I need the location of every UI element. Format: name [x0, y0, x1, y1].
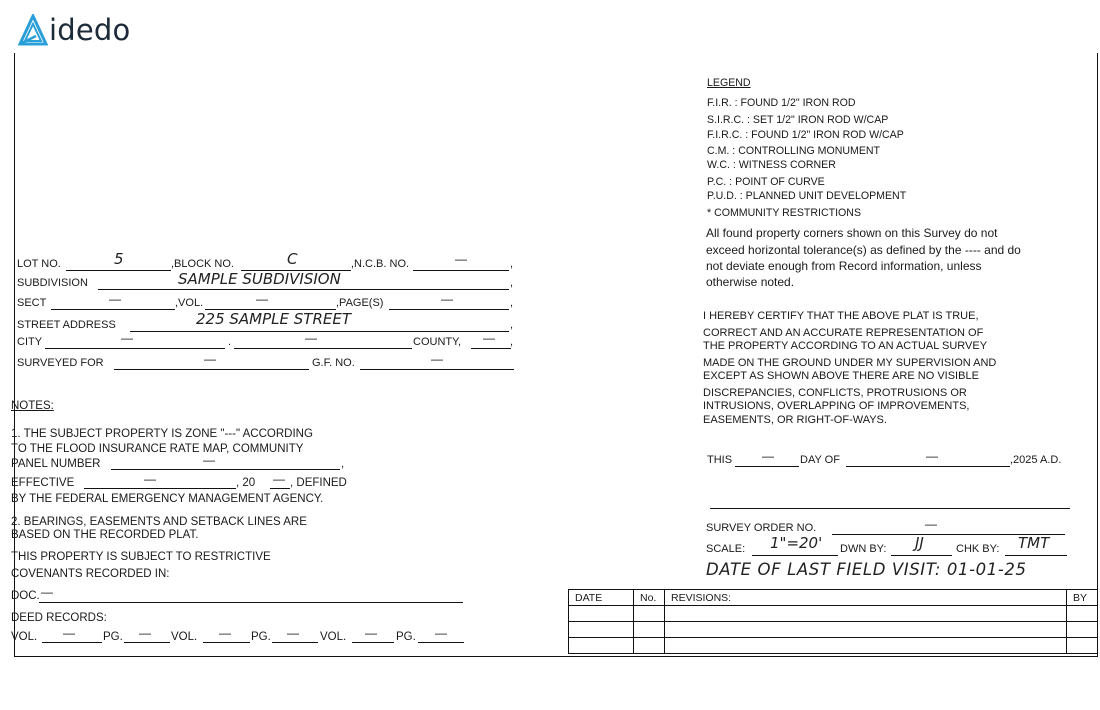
order-value: — — [925, 517, 937, 531]
signature-line — [710, 508, 1070, 509]
month-value: — — [926, 449, 938, 463]
day-value: — — [762, 449, 774, 463]
date-header: DATE — [569, 590, 634, 606]
table-row — [569, 606, 1098, 622]
doc-label: DOC. — [11, 590, 40, 602]
note2-line2: BASED ON THE RECORDED PLAT. — [11, 529, 199, 541]
deed-vol-value-2: — — [219, 626, 231, 640]
lot-label: LOT NO. — [17, 258, 61, 270]
cert-line: EASEMENTS, OR RIGHT-OF-WAYS. — [703, 414, 887, 426]
deed-pg-label-2: PG. — [251, 631, 271, 643]
gf-label: G.F. NO. — [312, 357, 355, 369]
revisions-header: REVISIONS: — [665, 590, 1067, 606]
day-of-label: DAY OF — [800, 454, 840, 466]
deed-vol-value-3: — — [365, 626, 377, 640]
brand-logo — [18, 10, 130, 50]
county-label: COUNTY, — [413, 336, 462, 348]
deed-vol-label-3: VOL. — [320, 631, 347, 643]
tolerance-line: not deviate enough from Record information, unless — [706, 259, 982, 273]
ncb-value: — — [455, 252, 467, 266]
year-value: — — [273, 472, 285, 486]
note1-line5: BY THE FEDERAL EMERGENCY MANAGEMENT AGENCY. — [11, 493, 324, 505]
gf-value: — — [431, 352, 443, 366]
street-value: 225 SAMPLE STREET — [196, 310, 351, 328]
ncb-label: ,N.C.B. NO. — [351, 258, 410, 270]
county-value: — — [483, 331, 495, 345]
pages-value: — — [441, 292, 453, 306]
table-row — [569, 622, 1098, 638]
this-label: THIS — [707, 454, 733, 466]
aidedo-logo-icon — [18, 14, 48, 46]
effective-value: — — [144, 472, 156, 486]
block-value: C — [287, 250, 298, 268]
subdivision-label: SUBDIVISION — [17, 277, 88, 289]
city-value: — — [121, 331, 133, 345]
lot-value: 5 — [114, 250, 124, 268]
last-field-visit: DATE OF LAST FIELD VISIT: 01-01-25 — [706, 560, 1027, 579]
cert-line: INTRUSIONS, OVERLAPPING OF IMPROVEMENTS, — [703, 400, 970, 412]
notes-heading: NOTES: — [11, 400, 54, 412]
dwn-value: JJ — [915, 534, 924, 552]
year-label: , 20 — [236, 477, 256, 489]
tolerance-line: exceed horizontal tolerance(s) as defined by the ---- and do — [706, 243, 1021, 257]
note1-line2: TO THE FLOOD INSURANCE RATE MAP, COMMUNITY — [11, 443, 304, 455]
cert-line: CORRECT AND AN ACCURATE REPRESENTATION OF — [703, 327, 984, 339]
legend-item: F.I.R.C. : FOUND 1/2" IRON ROD W/CAP — [707, 129, 904, 141]
surveyed-for-label: SURVEYED FOR — [17, 357, 104, 369]
comma: , — [510, 297, 514, 309]
subdivision-value: SAMPLE SUBDIVISION — [178, 270, 341, 288]
year-label: ,2025 A.D. — [1010, 454, 1062, 466]
note3-line1: THIS PROPERTY IS SUBJECT TO RESTRICTIVE — [11, 551, 271, 563]
dwn-label: DWN BY: — [840, 543, 887, 555]
tolerance-line: otherwise noted. — [706, 275, 795, 289]
order-label: SURVEY ORDER NO. — [706, 522, 817, 534]
doc-value: — — [41, 585, 53, 599]
comma: , — [510, 277, 514, 289]
effective-label: EFFECTIVE — [11, 477, 75, 489]
cert-line: MADE ON THE GROUND UNDER MY SUPERVISION AND — [703, 357, 997, 369]
deed-label: DEED RECORDS: — [11, 612, 107, 624]
deed-vol-value-1: — — [63, 626, 75, 640]
table-row — [569, 638, 1098, 654]
city-label: CITY — [17, 336, 43, 348]
legend-item: F.I.R. : FOUND 1/2" IRON ROD — [707, 97, 856, 109]
city-mid-value: — — [305, 331, 317, 345]
legend-heading: LEGEND — [707, 77, 751, 89]
vol-value: — — [256, 292, 268, 306]
deed-pg-label-1: PG. — [103, 631, 123, 643]
comma: , — [341, 458, 345, 470]
block-label: ,BLOCK NO. — [171, 258, 234, 270]
deed-pg-value-3: — — [435, 626, 447, 640]
scale-value: 1"=20' — [770, 534, 823, 552]
defined-label: , DEFINED — [290, 477, 347, 489]
sect-value: — — [109, 292, 121, 306]
panel-label: PANEL NUMBER — [11, 458, 101, 470]
cert-line: DISCREPANCIES, CONFLICTS, PROTRUSIONS OR — [703, 387, 967, 399]
deed-pg-value-2: — — [287, 626, 299, 640]
revisions-table — [568, 589, 1098, 654]
pages-label: ,PAGE(S) — [336, 297, 384, 309]
chk-label: CHK BY: — [956, 543, 1000, 555]
legend-item: P.C. : POINT OF CURVE — [707, 176, 825, 188]
street-label: STREET ADDRESS — [17, 319, 116, 331]
legend-item: W.C. : WITNESS CORNER — [707, 159, 836, 171]
deed-pg-label-3: PG. — [396, 631, 416, 643]
cert-line: I HEREBY CERTIFY THAT THE ABOVE PLAT IS TRUE, — [703, 310, 979, 322]
note1-line1: 1. THE SUBJECT PROPERTY IS ZONE "---" ACCORDING — [11, 428, 313, 440]
comma: , — [510, 336, 514, 348]
deed-vol-label-2: VOL. — [171, 631, 198, 643]
legend-item: P.U.D. : PLANNED UNIT DEVELOPMENT — [707, 190, 907, 202]
legend-item: C.M. : CONTROLLING MONUMENT — [707, 145, 881, 157]
chk-value: TMT — [1018, 534, 1050, 552]
dot: . — [228, 336, 232, 348]
brand-name: idedo — [49, 13, 131, 47]
note2-line1: 2. BEARINGS, EASEMENTS AND SETBACK LINES ARE — [11, 516, 307, 528]
no-header: No. — [634, 590, 665, 606]
comma: , — [510, 319, 514, 331]
surveyed-for-value: — — [204, 352, 216, 366]
deed-vol-label-1: VOL. — [11, 631, 38, 643]
scale-label: SCALE: — [706, 543, 746, 555]
comma: , — [510, 258, 514, 270]
cert-line: THE PROPERTY ACCORDING TO AN ACTUAL SURVEY — [703, 340, 988, 352]
vol-label: ,VOL. — [175, 297, 204, 309]
panel-value: — — [203, 453, 215, 467]
legend-item: * COMMUNITY RESTRICTIONS — [707, 207, 862, 219]
note3-line2: COVENANTS RECORDED IN: — [11, 568, 170, 580]
tolerance-line: All found property corners shown on this Survey do not — [706, 226, 998, 240]
cert-line: EXCEPT AS SHOWN ABOVE THERE ARE NO VISIBLE — [703, 370, 979, 382]
by-header: BY — [1067, 590, 1098, 606]
legend-item: S.I.R.C. : SET 1/2" IRON ROD W/CAP — [707, 114, 889, 126]
sect-label: SECT — [17, 297, 47, 309]
deed-pg-value-1: — — [139, 626, 151, 640]
table-header-row — [569, 590, 1098, 606]
